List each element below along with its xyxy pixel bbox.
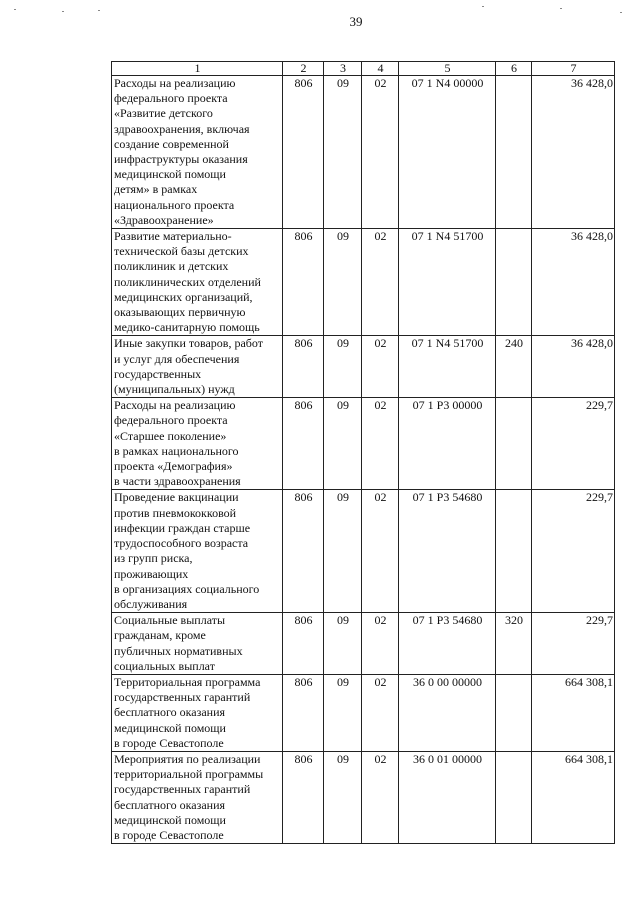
section-cell: 09	[324, 751, 362, 843]
row-name-cell	[112, 674, 283, 751]
section-cell: 09	[324, 674, 362, 751]
target-article-cell: 36 0 01 00000	[399, 751, 496, 843]
admin-code-cell: 806	[283, 751, 324, 843]
subsection-cell: 02	[362, 674, 399, 751]
target-article-cell: 07 1 N4 51700	[399, 229, 496, 336]
row-name-cell	[112, 613, 283, 675]
admin-code-cell: 806	[283, 674, 324, 751]
table-row	[112, 490, 615, 613]
amount-cell: 36 428,0	[532, 229, 615, 336]
column-header: 1	[112, 62, 283, 76]
admin-code-cell: 806	[283, 398, 324, 490]
expense-type-cell	[496, 229, 532, 336]
expense-type-cell	[496, 490, 532, 613]
table-row	[112, 229, 615, 336]
admin-code-cell: 806	[283, 229, 324, 336]
amount-cell: 36 428,0	[532, 336, 615, 398]
row-name-text: Социальные выплаты гражданам, кроме публичных нормативных социальных выплат	[114, 613, 243, 673]
row-name-text: Развитие материально- технической базы детских поликлиник и детских поликлинических отделений медицинских организаций, оказывающих первичную медико-санитарную помощь	[114, 229, 261, 335]
subsection-cell: 02	[362, 76, 399, 229]
column-header: 3	[324, 62, 362, 76]
section-cell: 09	[324, 336, 362, 398]
row-name-cell	[112, 398, 283, 490]
expense-type-cell	[496, 398, 532, 490]
column-header: 4	[362, 62, 399, 76]
row-name-text: Мероприятия по реализации территориальной программы государственных гарантий бесплатного оказания медицинской помощи в городе Севастополе	[114, 751, 264, 842]
target-article-cell: 36 0 00 00000	[399, 674, 496, 751]
column-header: 6	[496, 62, 532, 76]
target-article-cell: 07 1 P3 54680	[399, 613, 496, 675]
table-row	[112, 613, 615, 675]
admin-code-cell: 806	[283, 613, 324, 675]
row-name-cell	[112, 229, 283, 336]
row-name-cell	[112, 751, 283, 843]
expense-type-cell: 320	[496, 613, 532, 675]
row-name-cell	[112, 336, 283, 398]
expense-type-cell	[496, 76, 532, 229]
table-header-row	[112, 62, 615, 76]
amount-cell: 664 308,1	[532, 674, 615, 751]
admin-code-cell: 806	[283, 336, 324, 398]
expense-type-cell: 240	[496, 336, 532, 398]
target-article-cell: 07 1 P3 54680	[399, 490, 496, 613]
row-name-text: Проведение вакцинации против пневмококковой инфекции граждан старше трудоспособного возраста из групп риска, проживающих в организациях социального обслуживания	[114, 490, 260, 611]
expense-type-cell	[496, 674, 532, 751]
table-body	[112, 62, 615, 844]
amount-cell: 664 308,1	[532, 751, 615, 843]
section-cell: 09	[324, 398, 362, 490]
amount-cell: 229,7	[532, 398, 615, 490]
amount-cell: 229,7	[532, 613, 615, 675]
page-number: 39	[349, 14, 363, 29]
section-cell: 09	[324, 229, 362, 336]
amount-cell: 36 428,0	[532, 76, 615, 229]
column-header: 5	[399, 62, 496, 76]
table-row	[112, 674, 615, 751]
table-row	[112, 398, 615, 490]
row-name-cell	[112, 76, 283, 229]
target-article-cell: 07 1 P3 00000	[399, 398, 496, 490]
row-name-text: Расходы на реализацию федерального проекта «Старшее поколение» в рамках национального проекта «Демография» в части здравоохранения	[114, 398, 241, 489]
subsection-cell: 02	[362, 490, 399, 613]
column-header: 2	[283, 62, 324, 76]
target-article-cell: 07 1 N4 00000	[399, 76, 496, 229]
section-cell: 09	[324, 613, 362, 675]
target-article-cell: 07 1 N4 51700	[399, 336, 496, 398]
row-name-text: Иные закупки товаров, работ и услуг для обеспечения государственных (муниципальных) нужд	[114, 336, 263, 397]
subsection-cell: 02	[362, 336, 399, 398]
admin-code-cell: 806	[283, 76, 324, 229]
subsection-cell: 02	[362, 398, 399, 490]
subsection-cell: 02	[362, 613, 399, 675]
table-row	[112, 76, 615, 229]
table-row	[112, 751, 615, 843]
budget-table	[111, 61, 615, 844]
section-cell: 09	[324, 76, 362, 229]
expense-type-cell	[496, 751, 532, 843]
admin-code-cell: 806	[283, 490, 324, 613]
column-header: 7	[532, 62, 615, 76]
subsection-cell: 02	[362, 229, 399, 336]
table-row	[112, 336, 615, 398]
subsection-cell: 02	[362, 751, 399, 843]
row-name-cell	[112, 490, 283, 613]
section-cell: 09	[324, 490, 362, 613]
row-name-text: Территориальная программа государственных гарантий бесплатного оказания медицинской помощи в городе Севастополе	[114, 674, 261, 750]
row-name-text: Расходы на реализацию федерального проекта «Развитие детского здравоохранения, включая создание современной инфраструктуры оказания медицинской помощи детям» в рамках национального проекта «Здравоохранение»	[114, 76, 250, 227]
amount-cell: 229,7	[532, 490, 615, 613]
